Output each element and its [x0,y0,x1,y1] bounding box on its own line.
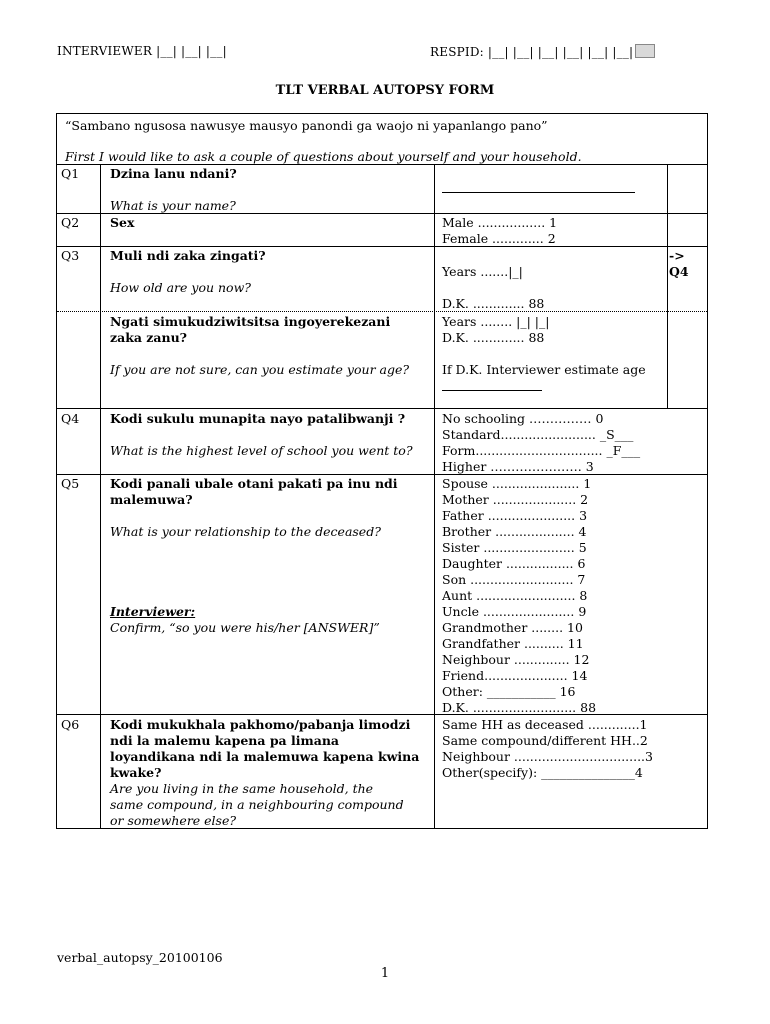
q3b-dk[interactable]: D.K. ............. 88 [442,330,545,345]
q1-local: Dzina lanu ndani? [110,166,237,181]
q5-option[interactable]: Aunt ......................... 8 [442,588,588,603]
respid-last-box [635,44,655,58]
row-divider [57,408,707,409]
q5-option[interactable]: Uncle ....................... 9 [442,604,587,619]
q5-option[interactable]: Grandmother ........ 10 [442,620,583,635]
respid-label: RESPID: |__| |__| |__| |__| |__| |__| [430,45,634,59]
q3b-english: If you are not sure, can you estimate your age? [110,362,410,377]
q5-interviewer-note: Confirm, “so you were his/her [ANSWER]” [110,620,380,635]
row-divider [57,474,707,475]
respid-field [430,44,655,59]
q3-number: Q3 [61,248,80,263]
q6-option[interactable]: Same compound/different HH..2 [442,733,648,748]
q5-local: Kodi panali ubale otani pakati pa inu ndi malemuwa? [110,476,398,507]
row-divider-dotted [57,311,707,312]
page-number: 1 [380,966,390,981]
q5-option[interactable]: Sister ....................... 5 [442,540,587,555]
q2-option-male[interactable]: Male ................. 1 [442,215,558,230]
q3b-estimate-line[interactable] [442,390,542,391]
q3-skip-instruction: -> Q4 [669,248,689,279]
q2-number: Q2 [61,215,80,230]
q1-english: What is your name? [110,198,236,213]
q6-local: Kodi mukukhala pakhomo/pabanja limodzi ndi la malemu kapena pa limana loyandikana ndi la malemuwa kapena kwina kwake? [110,717,420,780]
footer-filename: verbal_autopsy_20100106 [57,950,223,965]
q5-option[interactable]: Daughter ................. 6 [442,556,586,571]
q4-option[interactable]: No schooling …………… 0 [442,411,604,426]
q5-option[interactable]: Brother .................... 4 [442,524,587,539]
intro-local: “Sambano ngusosa nawusye mausyo panondi ga waojo ni yapanlango pano” [65,118,548,133]
q2-local: Sex [110,215,135,230]
q4-option[interactable]: Form................................ _F___ [442,443,641,458]
col-divider [667,164,668,409]
row-divider [57,164,707,165]
q3-years[interactable]: Years .......|_| [442,264,523,279]
q5-option[interactable]: Neighbour .............. 12 [442,652,590,667]
intro-english: First I would like to ask a couple of questions about yourself and your household. [65,149,582,164]
interviewer-id-field: INTERVIEWER |__| |__| |__| [57,44,227,58]
q4-option[interactable]: Higher …………………. 3 [442,459,594,474]
q4-local: Kodi sukulu munapita nayo patalibwanji ? [110,411,406,426]
q3-local: Muli ndi zaka zingati? [110,248,266,263]
q5-option[interactable]: Son .......................... 7 [442,572,586,587]
q5-option[interactable]: D.K. .......................... 88 [442,700,597,715]
col-divider [434,164,435,829]
q4-option[interactable]: Standard........................ _S___ [442,427,634,442]
col-divider [100,164,101,829]
q6-english: Are you living in the same household, the same compound, in a neighbouring compound or somewhere else? [110,781,404,828]
q5-interviewer-label: Interviewer: [110,604,196,619]
q3b-years[interactable]: Years ........ |_| |_| [442,314,550,329]
q6-option[interactable]: Same HH as deceased .............1 [442,717,648,732]
form-table [56,113,708,829]
q5-english: What is your relationship to the deceased? [110,524,381,539]
form-title: TLT VERBAL AUTOPSY FORM [275,83,495,98]
row-divider [57,246,707,247]
q3b-local: Ngati simukudziwitsitsa ingoyerekezani zaka zanu? [110,314,391,345]
q6-option[interactable]: Neighbour .................................3 [442,749,653,764]
q5-option[interactable]: Friend..................... 14 [442,668,588,683]
q5-option[interactable]: Other: ___________ 16 [442,684,576,699]
q1-number: Q1 [61,166,80,181]
q5-option[interactable]: Mother ..................... 2 [442,492,589,507]
q6-option[interactable]: Other(specify): _______________4 [442,765,643,780]
q4-number: Q4 [61,411,80,426]
q5-option[interactable]: Spouse ...................... 1 [442,476,592,491]
q5-option[interactable]: Grandfather .......... 11 [442,636,584,651]
q2-option-female[interactable]: Female ............. 2 [442,231,556,246]
q5-option[interactable]: Father ...................... 3 [442,508,588,523]
q3-english: How old are you now? [110,280,251,295]
q4-english: What is the highest level of school you went to? [110,443,413,458]
q3b-estimate-label: If D.K. Interviewer estimate age [442,362,646,377]
q6-number: Q6 [61,717,80,732]
q3-dk[interactable]: D.K. ............. 88 [442,296,545,311]
q1-answer-line[interactable] [442,192,635,193]
row-divider [57,714,707,715]
q5-number: Q5 [61,476,80,491]
